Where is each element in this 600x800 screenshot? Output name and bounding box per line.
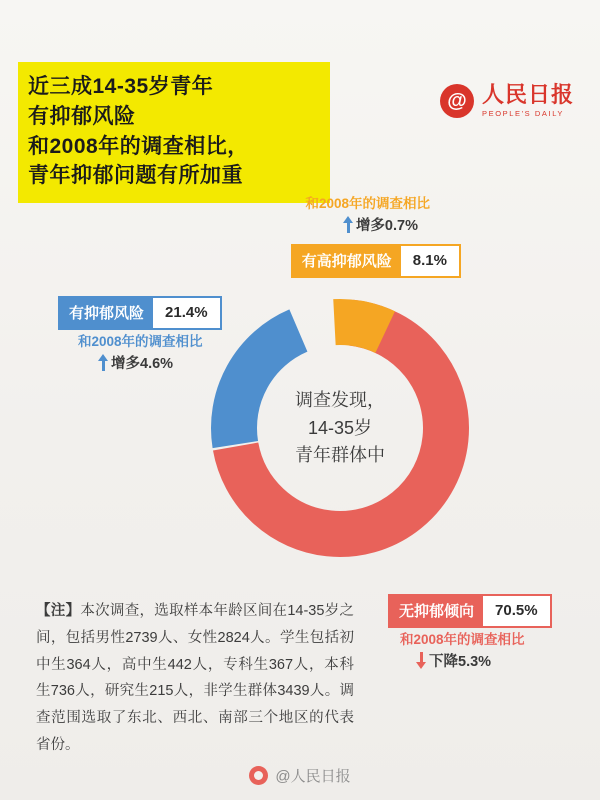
brand-text xyxy=(482,84,574,118)
no-depression-delta xyxy=(416,650,491,671)
has-risk-delta xyxy=(98,352,173,373)
arrow-up-icon xyxy=(98,354,109,371)
weibo-footer xyxy=(0,765,600,786)
no-depression-compare-text: 和2008年的调查相比 xyxy=(400,632,525,647)
donut-center-line-3: 青年群体中 xyxy=(295,445,385,466)
at-sign-icon: @ xyxy=(440,84,474,118)
donut-center-line-1: 调查发现， xyxy=(295,390,385,411)
donut-center-line-2: 14-35岁 xyxy=(307,417,373,438)
high-risk-value: 8.1% xyxy=(412,252,447,269)
weibo-icon xyxy=(249,766,268,785)
has-risk-name: 有抑郁风险 xyxy=(60,298,153,328)
status-badge-no-depression xyxy=(388,594,552,628)
headline-line-3: 和2008年的调查相比， xyxy=(28,134,249,158)
arrow-down-icon xyxy=(416,652,427,669)
donut-chart-svg xyxy=(196,284,484,572)
high-risk-compare-text: 和2008年的调查相比 xyxy=(305,196,430,211)
high-risk-name: 有高抑郁风险 xyxy=(293,246,401,276)
status-badge-high-risk xyxy=(291,244,461,278)
high-risk-delta xyxy=(343,214,418,235)
brand-name-cn: 人民日报 xyxy=(481,82,574,108)
footnote-text: 本次调查，选取样本年龄区间在14-35岁之间，包括男性2739人、女性2824人。学生包括初中生364人，高中生442人，专科生367人，本科生736人，研究生215人，非学生群体3439人。调查范围选取了东北、西北、南部三个地区的代表省份。 xyxy=(36,603,354,754)
weibo-account: @人民日报 xyxy=(275,768,351,785)
no-depression-value: 70.5% xyxy=(495,602,538,619)
page-title xyxy=(18,62,330,203)
footnote xyxy=(36,598,354,759)
brand-logo xyxy=(440,84,574,118)
no-depression-name: 无抑郁倾向 xyxy=(390,596,483,626)
has-risk-delta-text: 增多4.6% xyxy=(111,356,174,372)
has-risk-value: 21.4% xyxy=(165,304,208,321)
high-risk-delta-text: 增多0.7% xyxy=(355,218,418,234)
headline-line-2: 有抑郁风险 xyxy=(28,104,136,128)
no-depression-delta-text: 下降5.3% xyxy=(429,654,492,670)
headline-line-1: 近三成14-35岁青年 xyxy=(28,75,214,98)
donut-chart xyxy=(196,284,484,572)
headline-line-4: 青年抑郁问题有所加重 xyxy=(28,164,243,188)
arrow-up-icon xyxy=(343,216,354,233)
footnote-tag: 【注】 xyxy=(36,603,81,619)
brand-name-en: PEOPLE'S DAILY xyxy=(481,109,565,119)
has-risk-compare-text: 和2008年的调查相比 xyxy=(78,334,203,349)
